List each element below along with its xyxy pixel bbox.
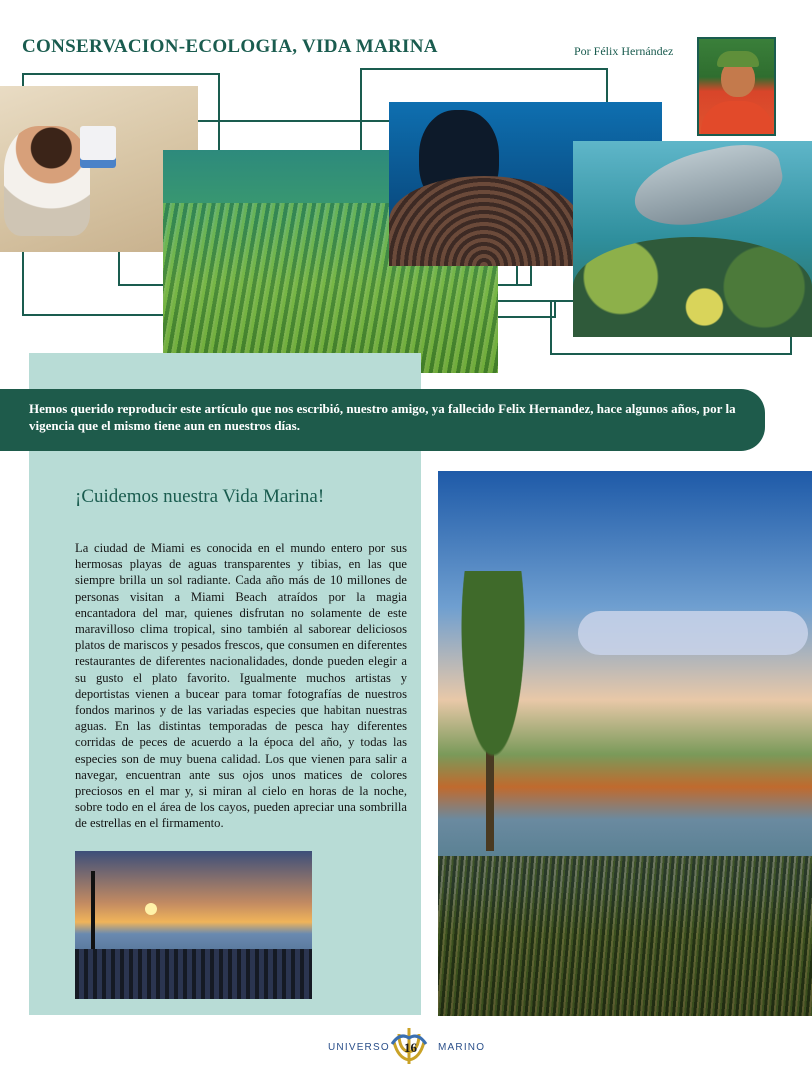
- reeds-shape: [438, 856, 812, 1016]
- palm-tree-shape: [438, 571, 548, 851]
- coral-shape: [389, 176, 579, 266]
- cooler-shape: [80, 126, 116, 168]
- article-heading: ¡Cuidemos nuestra Vida Marina!: [75, 486, 325, 507]
- author-cap-shape: [717, 51, 759, 67]
- cloud-shape: [578, 611, 808, 655]
- dolphin-reef-photo: [573, 141, 812, 337]
- intro-banner: [0, 389, 765, 451]
- page-number: 16: [404, 1040, 417, 1055]
- palm-silhouette: [79, 871, 109, 961]
- collage-frame-6: [496, 300, 556, 318]
- volunteer-figure: [4, 126, 90, 236]
- article-body: La ciudad de Miami es conocida en el mundo entero por sus hermosas playas de aguas transparentes y tibias, en las que siempre brilla un sol radiante. Cada año más de 10 millones de personas visitan a Miami Beach atraídos por la magia encantadora del mar, quienes disfrutan no solamente de este maravilloso clima tropical, sino también al saborear deliciosos platos de mariscos y pesados frescos, que consumen en diferentes restaurantes de diferentes nacionalidades, donde pueden elegir a su gusto el plato favorito. Igualmente muchos artistas y deportistas vienen a bucear para tomar fotografías de nuestros fondos marinos y de las variadas especies que habitan nuestras aguas. En las distintas temporadas de pesca hay diferentes corridas de peces de acuerdo a la época del año, y todas las especies son de muy buena calidad. Los que vienen para salir a navegar, encuentran ante sus ojos unos matices de colores preciosos en el mar y, si miran al cielo en horas de la noche, sobre todo en el área de los cayos, pueden apreciar una sombrilla de estrellas en el firmamento.: [75, 541, 407, 831]
- page-title: CONSERVACION-ECOLOGIA, VIDA MARINA: [22, 36, 438, 57]
- dolphin-shape: [627, 141, 788, 236]
- intro-banner-text: Hemos querido reproducir este artículo que nos escribió, nuestro amigo, ya fallecido Felix Hernandez, hace algunos años, por la vigencia que el mismo tiene aun en nuestros días.: [29, 401, 736, 433]
- sun-shape: [145, 903, 157, 915]
- everglades-lake-photo: [438, 471, 812, 1016]
- footer-brand-left: UNIVERSO: [328, 1042, 390, 1053]
- sunset-pier-photo: [75, 851, 312, 999]
- author-byline: Por Félix Hernández: [574, 44, 674, 58]
- footer-brand-right: MARINO: [438, 1042, 486, 1053]
- author-shirt-shape: [701, 101, 773, 136]
- footer-logo: [328, 1024, 488, 1072]
- reef-shape: [573, 237, 812, 337]
- author-photo: [697, 37, 776, 136]
- crowd-silhouette: [75, 949, 312, 999]
